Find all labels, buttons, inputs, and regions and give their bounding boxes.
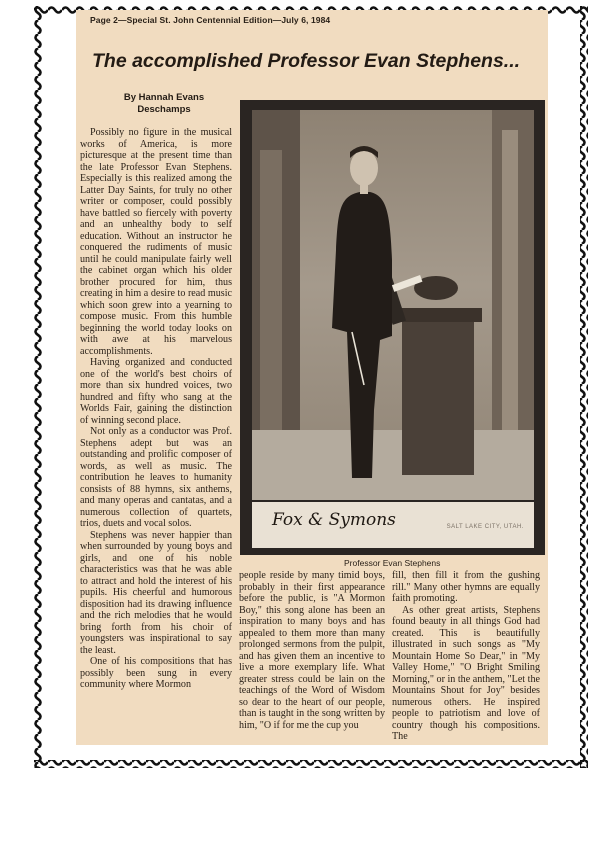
paragraph: Having organized and conducted one of the world's best choirs of more than six hundred voices, two hundred and fifty who sang at the Worlds Fair, gaining the distinction of winning second place.: [80, 357, 232, 426]
byline-line-2: Deschamps: [137, 104, 191, 115]
paragraph: Not only as a conductor was Prof. Stephens adept but was an outstanding and prolific composer of words, as well as music. The contribution he leaves to humanity consists of 88 hymns, six anthems, and many operas and cantatas, and a numerous collection of quartets, trios, duets and vocal solos.: [80, 426, 232, 529]
article-column-1: [80, 127, 232, 691]
paragraph: people reside by many timid boys, probably in their first appearance before the public, is "A Mormon Boy," this song alone has been an inspiration to many boys and has appealed to them more than many prolonged sermons from the pulpit, and has given them an incentive to live a more exemplary life. What greater stress could be lain on the teachings of the Word of Wisdom so dear to the heart of our people, than is taught in the song written by him, "O if for me the cup you: [239, 570, 385, 731]
portrait-illustration: [252, 110, 534, 500]
studio-location: SALT LAKE CITY, UTAH.: [446, 524, 524, 530]
paragraph: One of his compositions that has possibly been sung in every community where Mormon: [80, 656, 232, 690]
portrait-photo: [240, 100, 545, 555]
photo-image: [252, 110, 534, 500]
paragraph: fill, then fill it from the gushing rill." Many other hymns are equally faith promoting.: [392, 570, 540, 604]
byline: [108, 92, 220, 116]
signature-area: [252, 502, 534, 548]
paragraph: Stephens was never happier than when surrounded by young boys and girls, and one of his noble characteristics was that he was able to attract and hold the interest of his pupils. His cheerful and humorous disposition had its drawing influence and the rich melodies that he would bring forth from his choir of youngsters was inspirational to say the least.: [80, 529, 232, 656]
article-column-3: [392, 570, 540, 743]
paragraph: Possibly no figure in the musical works of America, is more picturesque at the present time than the late Professor Evan Stephens. Especially is this realized among the Latter Day Saints, for truly no other writer or composer, could possibly have battled so fiercely with poverty and an unhealthy body to self education. Without an instructor he conquered the rudiments of music until he could manipulate fairly well the cabinet organ which his older brother procured for him, thus creating in him a desire to read music which soon grew into a yearning to compose music. From this humble beginning the world today looks on with awe at his marvelous accomplishments.: [80, 127, 232, 357]
page-header: Page 2—Special St. John Centennial Edition—July 6, 1984: [90, 15, 331, 25]
photographer-signature: Fox & Symons: [272, 510, 396, 530]
article-column-2: [239, 570, 385, 731]
headline: The accomplished Professor Evan Stephens...: [92, 50, 521, 72]
byline-line-1: By Hannah Evans: [123, 92, 205, 103]
paragraph: As other great artists, Stephens found beauty in all things God had created. This is beautifully illustrated in such songs as "My Mountain Home So Dear," in "My Valley Home," "O Bright Smiling Morning," or in the anthem, "Let the Mountains Shout for Joy" besides numerous others. He inspired people to patriotism and love of country though his compositions. The: [392, 604, 540, 742]
photo-caption: Professor Evan Stephens: [344, 558, 441, 568]
